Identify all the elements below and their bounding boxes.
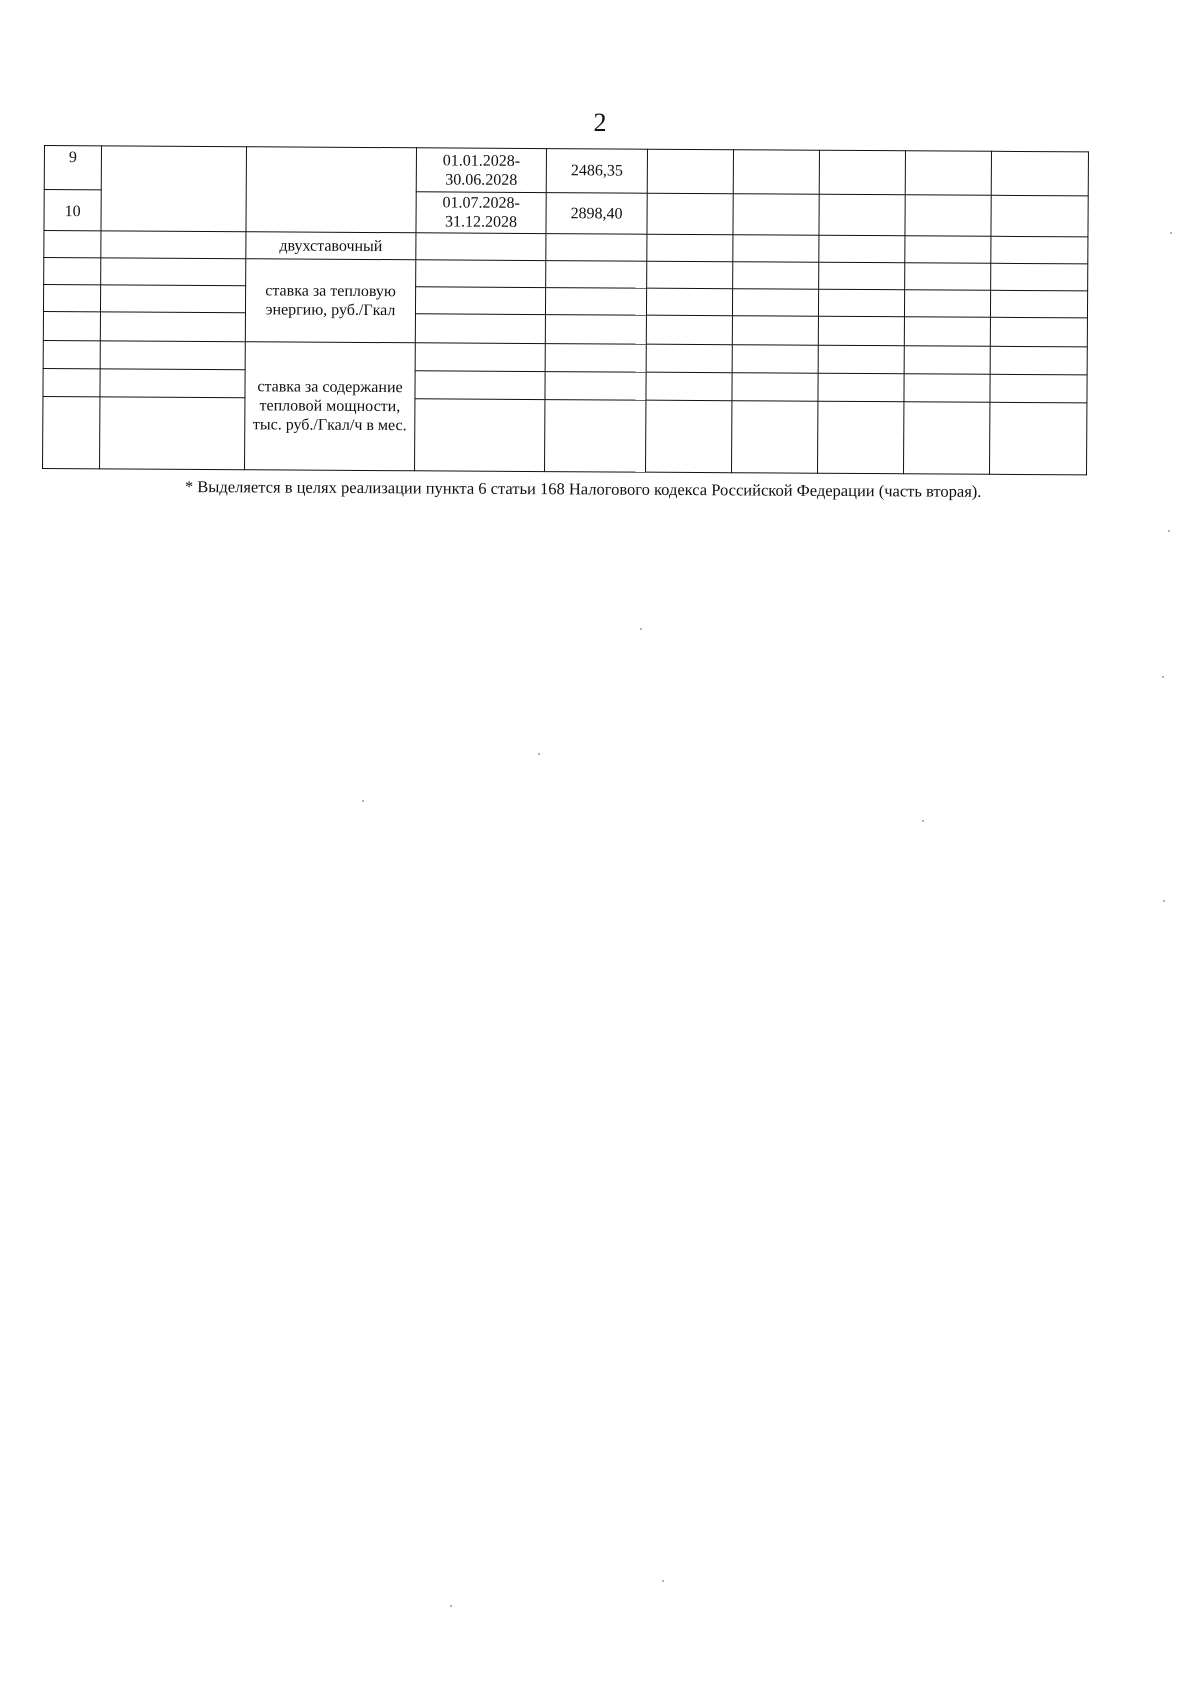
empty-cell: [818, 345, 904, 374]
empty-cell: [43, 368, 100, 396]
page-number: 2: [593, 108, 607, 137]
scan-speck: [662, 1580, 664, 1582]
empty-cell: [732, 345, 818, 374]
empty-cell: [646, 288, 732, 316]
empty-cell: [647, 149, 733, 194]
empty-cell: [100, 312, 245, 342]
empty-cell: [733, 235, 819, 263]
empty-cell: [990, 290, 1087, 318]
value-cell: 2486,35: [546, 149, 647, 194]
empty-cell: [546, 234, 647, 262]
period-cell: 01.01.2028- 30.06.2028: [416, 148, 546, 193]
empty-cell: [733, 194, 819, 236]
empty-cell: [646, 344, 732, 373]
empty-cell: [415, 343, 545, 372]
empty-cell: [100, 397, 245, 470]
empty-cell: [100, 341, 245, 370]
empty-cell: [818, 316, 904, 346]
empty-cell: [416, 233, 546, 261]
scan-speck: [538, 753, 540, 755]
empty-cell: [646, 315, 732, 345]
empty-cell: [818, 401, 904, 474]
empty-cell: [647, 193, 733, 235]
energy-rate-label: ставка за тепловую энергию, руб./Гкал: [245, 259, 416, 343]
row-number: 10: [44, 190, 101, 231]
tariff-table: [42, 145, 1089, 475]
empty-cell: [818, 289, 904, 317]
scan-speck: [640, 628, 642, 630]
empty-cell: [991, 263, 1088, 291]
empty-cell: [991, 236, 1088, 264]
empty-cell: [819, 194, 905, 236]
empty-cell: [646, 372, 732, 401]
empty-cell: [990, 374, 1087, 403]
empty-cell: [905, 263, 991, 291]
empty-cell: [415, 287, 545, 315]
empty-cell: [101, 258, 246, 286]
empty-cell: [100, 369, 245, 398]
empty-cell: [991, 151, 1088, 196]
empty-cell: [818, 373, 904, 402]
empty-cell: [545, 288, 646, 316]
empty-cell: [100, 285, 245, 313]
empty-cell: [44, 231, 101, 258]
empty-cell: [904, 290, 990, 318]
scan-speck: [1170, 232, 1172, 234]
empty-cell: [43, 285, 100, 312]
empty-cell: [732, 401, 818, 474]
empty-cell: [101, 146, 247, 232]
empty-cell: [819, 262, 905, 290]
empty-cell: [991, 195, 1088, 237]
empty-cell: [904, 317, 990, 347]
empty-cell: [415, 371, 545, 400]
empty-cell: [905, 151, 991, 196]
empty-cell: [647, 261, 733, 289]
empty-cell: [819, 150, 905, 195]
empty-cell: [732, 316, 818, 346]
empty-cell: [733, 262, 819, 290]
empty-cell: [990, 346, 1087, 375]
row-number: 9: [44, 146, 101, 190]
scan-speck: [1162, 676, 1164, 678]
empty-cell: [990, 317, 1087, 347]
capacity-rate-label: ставка за содержание тепловой мощности, тыс. руб./Гкал/ч в мес.: [245, 342, 416, 471]
empty-cell: [43, 396, 100, 468]
empty-cell: [732, 289, 818, 317]
table-row: [44, 146, 1088, 196]
empty-cell: [546, 261, 647, 289]
empty-cell: [545, 372, 646, 401]
empty-cell: [904, 402, 990, 475]
scan-speck: [922, 820, 924, 822]
empty-cell: [415, 314, 545, 344]
empty-cell: [545, 344, 646, 373]
empty-cell: [732, 373, 818, 402]
empty-cell: [819, 235, 905, 263]
empty-cell: [43, 340, 100, 368]
empty-cell: [905, 195, 991, 237]
empty-cell: [904, 346, 990, 375]
empty-cell: [43, 311, 100, 340]
empty-cell: [647, 234, 733, 262]
scan-speck: [362, 800, 364, 802]
footnote: * Выделяется в целях реализации пункта 6 статьи 168 Налогового кодекса Российской Федерации (часть вторая).: [184, 477, 982, 501]
table-row: [43, 396, 1087, 474]
empty-cell: [990, 402, 1087, 475]
scan-speck: [450, 1605, 452, 1607]
empty-cell: [44, 258, 101, 285]
empty-cell: [905, 236, 991, 264]
empty-cell: [545, 400, 646, 473]
period-cell: 01.07.2028- 31.12.2028: [416, 192, 546, 234]
empty-cell: [246, 147, 417, 233]
empty-cell: [646, 400, 732, 473]
scan-speck: [1168, 530, 1170, 532]
empty-cell: [415, 399, 545, 472]
value-cell: 2898,40: [546, 193, 647, 235]
empty-cell: [904, 374, 990, 403]
empty-cell: [733, 150, 819, 195]
empty-cell: [545, 315, 646, 345]
scan-speck: [1163, 900, 1165, 902]
empty-cell: [101, 231, 246, 259]
empty-cell: [416, 260, 546, 288]
two-part-label: двухставочный: [246, 232, 416, 260]
